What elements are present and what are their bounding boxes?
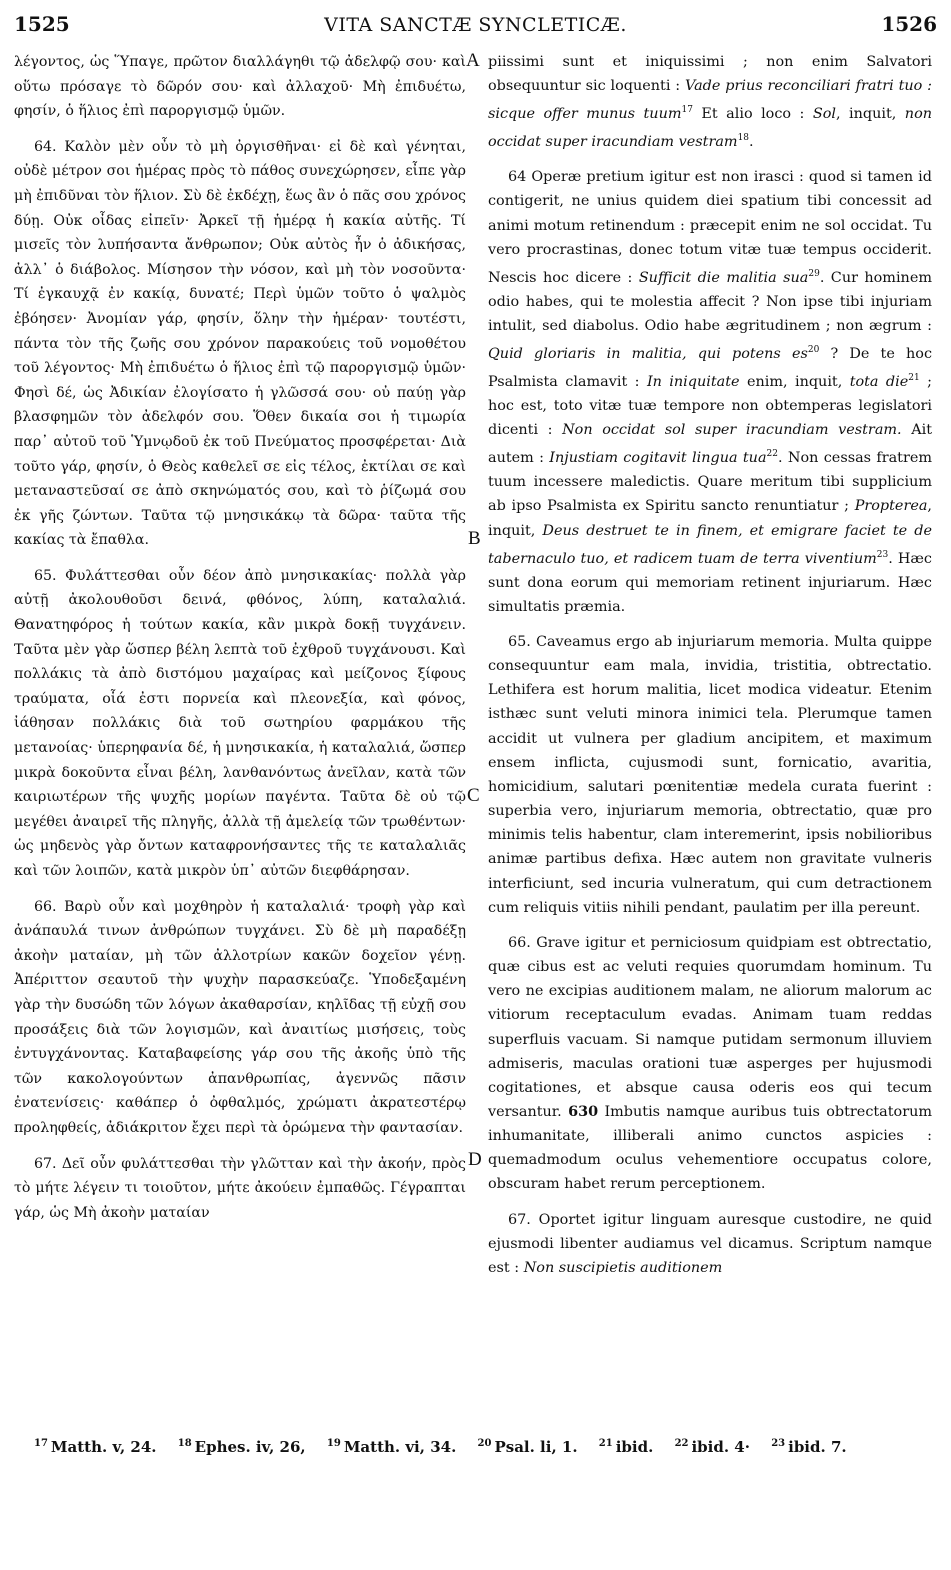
latin-paragraph-64: 64 Operæ pretium igitur est non irasci : quod si tamen id contigerit, ne unius quidem diei spatium tibi concessit ad animi motum retinendum : præcepit enim ne sol occidat. Tu vero procrastinas, donec totum vitæ tuæ tempus occiderit. Nescis hoc dicere : Sufficit die malitia sua$^{29}$. Cur hominem odio habes, qui te molestia affecit ? Non ipse tibi injuriam intulit, sed diabolus. Odio habe ægritudinem ; non ægrum : Quid gloriaris in malitia, qui potens $es^{20}$ ? De te hoc Psalmista clamavit : In iniquitate enim, inquit, tota die$^{21}$ ; hoc est, toto vitæ tuæ tempore non obtemperas legislatori dicenti : Non occidat sol super iracundiam vestram. Ait autem : Injustiam cogitavit lingua tua$^{22}$. Non cessas fratrem tuum incessere maledictis. Quare meritum tibi supplicium ab ipso Psalmista ex Spiritu sancto renuntiatur ; Propterea, inquit, Deus destruet te in finem, et emigrare faciet te de tabernaculo tuo, et radicem tuam de terra viventium$^{23}$. Hæc sunt dona eorum qui memoriam retinent injuriarum. Hæc simultatis præmia. <box>488 169 933 615</box>
footnote: $^{18}$ Ephes. iv, 26, <box>177 1438 306 1456</box>
column-number-marker: 630 <box>568 1102 599 1120</box>
greek-paragraph-65: 65. Φυλάττεσθαι οὖν δέον ἀπὸ μνησικακίας· πολλὰ γὰρ αὐτῇ ἀκολουθοῦσι δεινά, φθόνος, λύπη, καταλαλιά. Θανατηφόρος ἡ τούτων κακία, κἂν μικρὰ δοκῇ τυγχάνειν. Ταῦτα μὲν γὰρ ὥσπερ βέλη λεπτὰ τοῦ ἐχθροῦ τυγχάνουσι. Καὶ πολλάκις τὰ ἀπὸ διστόμου μαχαίρας καὶ μείζονος ξίφους τραύματα, οἷά ἐστι πορνεία καὶ πλεονεξία, καὶ φόνος, ἰάθησαν πολλάκις διὰ τοῦ σωτηρίου φαρμάκου τῆς μετανοίας· ὑπερηφανία δέ, ἡ μνησικακία, ἡ καταλαλιά, ὥσπερ μικρὰ δοκοῦντα εἶναι βέλη, λανθανόντως ἀνεῖλαν, κατὰ τῶν καιριωτέρων τῆς ψυχῆς μορίων παγέντα. Ταῦτα δὲ οὐ τῷ μεγέθει ἀναιρεῖ τῆς πληγῆς, ἀλλὰ τῇ ἀμελείᾳ τῶν τρωθέντων· ὡς μηδενὸς γὰρ ὄντων καταφρονήσαντες τῆς τε καταλαλιᾶς καὶ τῶν λοιπῶν, κατὰ μικρὸν ὑπ᾽ αὐτῶν διεφθάρησαν. <box>14 567 466 879</box>
footnote: $^{22}$ ibid. 4· <box>674 1438 750 1456</box>
margin-letter-c: C <box>467 785 480 806</box>
footnote: $^{19}$ Matth. vi, 34. <box>326 1438 457 1456</box>
footnote: $^{20}$ Psal. li, 1. <box>477 1438 578 1456</box>
greek-paragraph-66: 66. Βαρὺ οὖν καὶ μοχθηρὸν ἡ καταλαλιά· τροφὴ γὰρ καὶ ἀνάπαυλά τινων ἀνθρώπων τυγχάνει. Σὺ δὲ μὴ παραδέξῃ ἀκοὴν ματαίαν, μὴ τῶν ἀλλοτρίων κακῶν δοχεῖον γένῃ. Ἀπέριττον σεαυτοῦ τὴν ψυχὴν παρασκεύαζε. Ὑποδεξαμένη γὰρ τὴν δυσώδη τῶν λόγων ἀκαθαρσίαν, κηλῖδας τῇ εὐχῇ σου προσάξεις διὰ τῶν λογισμῶν, καὶ ἀναιτίως μισήσεις, τοὺς ἐντυγχάνοντας. Καταβαφείσης γάρ σου τῆς ἀκοῆς ὑπὸ τῆς τῶν κακολογούντων ἀπανθρωπίας, ἀγεννῶς πᾶσιν ἐνατενίσεις· καθάπερ ὁ ὀφθαλμός, χρώματι ἀκρατεστέρῳ προληφθείς, ἀδιάκριτον ἔχει περὶ τὰ ὁρώμενα τὴν φαντασίαν. <box>14 898 466 1136</box>
footnote: $^{21}$ ibid. <box>598 1438 654 1456</box>
margin-letter-b: B <box>468 528 481 549</box>
latin-paragraph-65: 65. Caveamus ergo ab injuriarum memoria. Multa quippe consequuntur eam mala, invidia, tristitia, obtrectatio. Lethifera est horum malitia, licet modica videatur. Etenim isthæc sunt veluti minora inimici tela. Plerumque tamen accidit ut vulnera per gladium ancipitem, et maximum ensem inflicta, cujusmodi sunt, fornicatio, avaritia, homicidium, salutari pœnitentiæ medela curata fuerint : superbia vero, injuriarum memoria, obtrectatio, quæ pro minimis telis habentur, clam interemerint, ipsis nobilioribus animæ partibus defixa. Hæc autem non gravitate vulneris interficiunt, sed incuria vulneratum, qui cum detractionem cum reliquis vitiis nihili pendant, paulatim per illa pereunt. <box>488 634 932 916</box>
greek-paragraph-intro: λέγοντος, ὡς Ὕπαγε, πρῶτον διαλλάγηθι τῷ ἀδελφῷ σου· καὶ οὕτω πρόσαγε τὸ δῶρόν σου· καὶ ἀλλαχοῦ· Μὴ ἐπιδυέτω, φησίν, ὁ ἥλιος ἐπὶ παροργισμῷ ὑμῶν. <box>14 54 466 120</box>
page-header <box>14 12 937 44</box>
page-number-right: 1526 <box>881 12 937 36</box>
latin-paragraph-67: 67. Oportet igitur linguam auresque custodire, ne quid ejusmodi libenter audiamus vel dicamus. Scriptum namque est : Non suscipietis auditionem <box>488 1211 932 1276</box>
footnotes <box>34 1438 941 1456</box>
greek-column <box>14 50 466 1236</box>
footnote: $^{17}$ Matth. v, 24. <box>34 1438 157 1456</box>
footnote: $^{23}$ ibid. 7. <box>771 1438 847 1456</box>
greek-paragraph-67: 67. Δεῖ οὖν φυλάττεσθαι τὴν γλῶτταν καὶ τὴν ἀκοήν, πρὸς τὸ μήτε λέγειν τι τοιοῦτον, μήτε ἀκούειν ἐμπαθῶς. Γέγραπται γάρ, ὡς Μὴ ἀκοὴν ματαίαν <box>14 1155 466 1221</box>
margin-letter-a: A <box>466 50 480 71</box>
running-title: VITA SANCTÆ SYNCLETICÆ. <box>324 14 627 36</box>
page-number-left: 1525 <box>14 12 70 36</box>
margin-letter-d: D <box>468 1149 482 1170</box>
latin-paragraph-intro: piissimi sunt et iniquissimi ; non enim Salvatori obsequuntur sic loquenti : Vade prius reconciliari fratri tuo : sicque offer munus tuum$^{17}$ Et alio loco : Sol, inquit, non occidat super iracundiam vestram$^{18}$. <box>488 54 932 151</box>
latin-column <box>488 50 932 1291</box>
greek-paragraph-64: 64. Καλὸν μὲν οὖν τὸ μὴ ὀργισθῆναι· εἰ δὲ καὶ γένηται, οὐδὲ μέτρον σοι ἡμέρας πρὸς τὸ πάθος συνεχώρησεν, εἶπε γὰρ μὴ ἐπιδῦναι τὸν ἥλιον. Σὺ δὲ ἐκδέχῃ, ἕως ἂν ὁ πᾶς σου χρόνος δύῃ. Οὐκ οἶδας εἰπεῖν· Ἀρκεῖ τῇ ἡμέρᾳ ἡ κακία αὐτῆς. Τί μισεῖς τὸν λυπήσαντα ἄνθρωπον; Οὐκ αὐτὸς ἦν ὁ ἀδικήσας, ἀλλ᾽ ὁ διάβολος. Μίσησον τὴν νόσον, καὶ μὴ τὸν νοσοῦντα· Τί ἐγκαυχᾷ ἐν κακίᾳ, δυνατέ; Περὶ ὑμῶν τοῦτο ὁ ψαλμὸς ἐβόησεν· Ἀνομίαν γάρ, φησίν, ὅλην τὴν ἡμέραν· τουτέστι, πάντα τὸν τῆς ζωῆς σου χρόνον παρακούεις τοῦ νομοθέτου τοῦ λέγοντος· Μὴ ἐπιδυέτω ὁ ἥλιος ἐπὶ τῷ παροργισμῷ ὑμῶν· Φησὶ δέ, ὡς Ἀδικίαν ἐλογίσατο ἡ γλῶσσά σου· οὐ παύῃ γὰρ βλασφημῶν τὸν ἀδελφόν σου. Ὅθεν δικαία σοι ἡ τιμωρία παρ᾽ αὐτοῦ τοῦ Ὑμνῳδοῦ ἐκ τοῦ Πνεύματος προσφέρεται· Διὰ τοῦτο γάρ, φησίν, ὁ Θεὸς καθελεῖ σε εἰς τέλος, ἐκτίλαι σε καὶ μεταναστεῦσαί σε ἀπὸ σκηνώματός σου, καὶ τὸ ῥίζωμά σου ἐκ γῆς ζώντων. Ταῦτα τῷ μνησικάκῳ τὰ δῶρα· ταῦτα τῆς κακίας τὰ ἔπαθλα. <box>14 138 466 549</box>
latin-paragraph-66: 66. Grave igitur et perniciosum quidpiam est obtrectatio, quæ cibus est ac veluti requies quorumdam hominum. Tu vero ne excipias auditionem malam, ne aliorum malorum ac vitiorum receptaculum evadas. Animam tuam reddas superfluis vacuam. Si namque putidam sermonum illuviem admiseris, maculas orationi tuæ asperges per hujusmodi cogitationes, et absque causa oderis eos qui tecum versantur. 630 Imbutis namque auribus tuis obtrectatorum inhumanitate, illiberali animo cunctos aspicies : quemadmodum oculus vehementiore occupatus colore, obscuram habet rerum perceptionem. <box>488 934 932 1193</box>
